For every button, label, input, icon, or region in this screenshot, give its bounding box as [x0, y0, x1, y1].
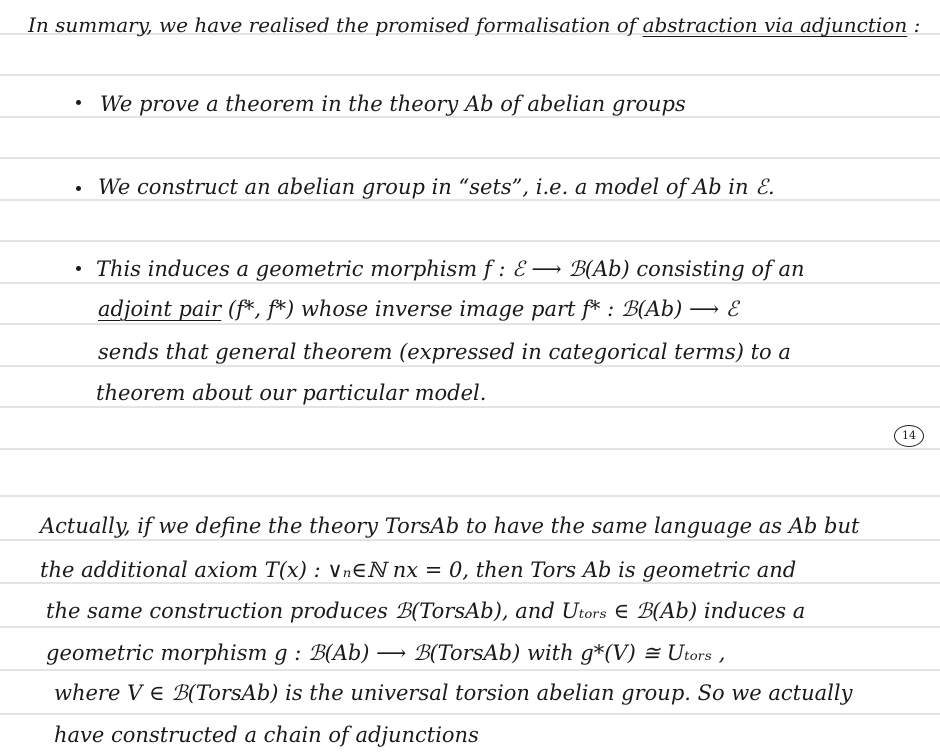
paragraph-line-4: geometric morphism g : ℬ(Ab) ⟶ ℬ(TorsAb) with g*(V) ≅ Uₜₒᵣₛ , [46, 641, 726, 665]
bullet-dot-2 [76, 186, 81, 191]
paragraph-line-5: where V ∈ ℬ(TorsAb) is the universal torsion abelian group. So we actually [54, 681, 853, 705]
bullet-1-text: We prove a theorem in the theory Ab of abelian groups [100, 92, 686, 116]
paragraph-line-1: Actually, if we define the theory TorsAb to have the same language as Ab but [40, 514, 860, 538]
paragraph-line-6: have constructed a chain of adjunctions [54, 723, 479, 747]
bullet-3-line-2-rest: (f*, f*) whose inverse image part f* : ℬ(Ab) ⟶ ℰ [227, 297, 739, 321]
bullet-3-line-4: theorem about our particular model. [96, 381, 487, 405]
bullet-3-line-1: This induces a geometric morphism f : ℰ ⟶ ℬ(Ab) consisting of an [96, 257, 805, 281]
abstraction-via-adjunction-phrase: abstraction via adjunction [642, 13, 908, 37]
summary-colon: : [913, 13, 921, 37]
bullet-2-text: We construct an abelian group in “sets”, i.e. a model of Ab in ℰ. [98, 175, 775, 199]
paragraph-line-3: the same construction produces ℬ(TorsAb), and Uₜₒᵣₛ ∈ ℬ(Ab) induces a [46, 599, 806, 623]
page-number-badge: 14 [894, 425, 924, 447]
summary-line [28, 12, 920, 38]
bullet-3-line-2 [98, 296, 739, 322]
bullet-dot-3 [76, 266, 81, 271]
adjoint-pair-term: adjoint pair [98, 297, 222, 321]
paragraph-line-2: the additional axiom T(x) : ∨ₙ∈ℕ nx = 0, then Tors Ab is geometric and [40, 558, 797, 582]
bullet-dot-1 [76, 100, 81, 105]
summary-intro-text: In summary, we have realised the promised formalisation of [28, 13, 637, 37]
bullet-3-line-3: sends that general theorem (expressed in categorical terms) to a [98, 340, 791, 364]
